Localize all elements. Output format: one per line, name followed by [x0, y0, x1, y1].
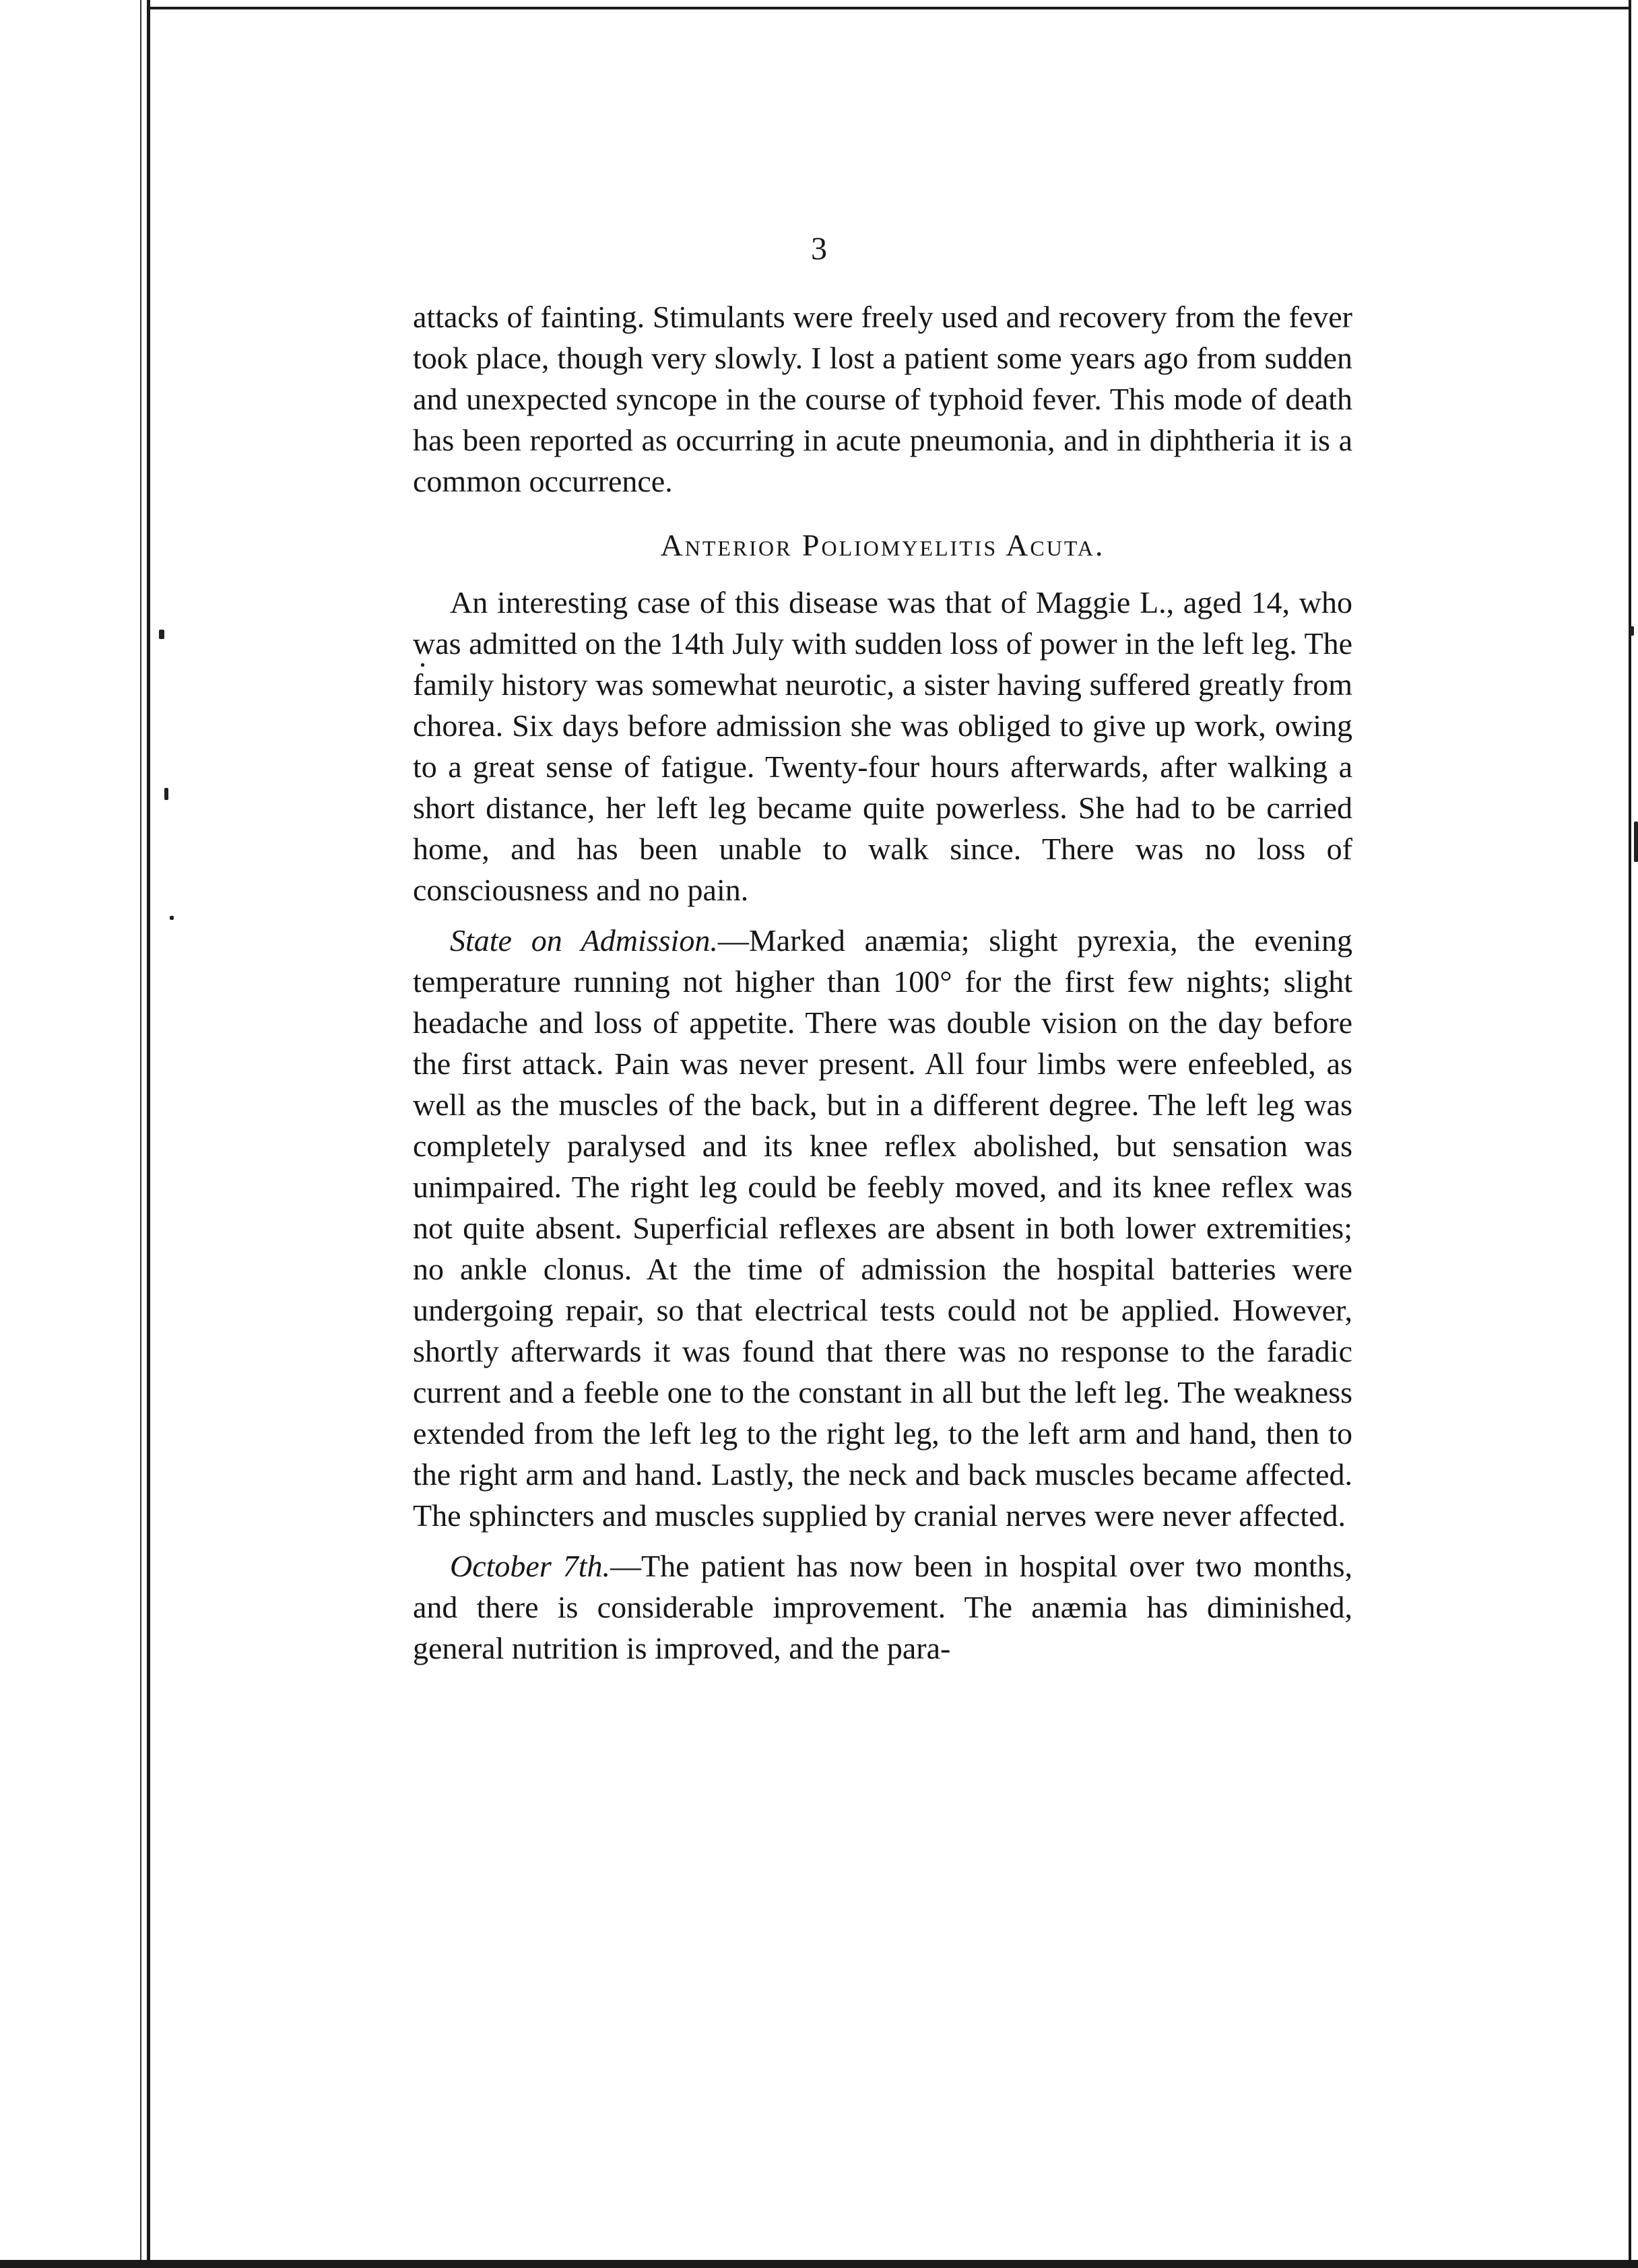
scan-speck [159, 630, 164, 639]
page-left-edge [147, 0, 150, 2268]
page-number: 3 [811, 231, 827, 267]
page-right-edge [1629, 0, 1631, 2268]
state-on-admission-label: State on Admission. [450, 923, 718, 958]
scan-speck [1630, 626, 1634, 636]
october-text: —The patient has now been in hospital over two months, and there is considerable improvement. The anæmia has diminished, general nutrition is improved, and the para- [413, 1549, 1353, 1665]
scan-speck [164, 788, 168, 800]
continuation-paragraph: attacks of fainting. Stimulants were freely used and recovery from the fever took place, though very slowly. I lost a patient some years ago from sudden and unexpected syncope in the course of typhoid fever. This mode of death has been reported as occurring in acute pneumonia, and in diphtheria it is a common occurrence. [413, 300, 1352, 498]
state-on-admission-text: —Marked anæmia; slight pyrexia, the evening temperature running not higher than 100° for the first few nights; slight headache and loss of appetite. There was double vision on the day before the first attack. Pain was never present. All four limbs were enfeebled, as well as the muscles of the back, but in a different degree. The left leg was completely paralysed and its knee reflex abolished, but sensation was unimpaired. The right leg could be feebly moved, and its knee reflex was not quite absent. Superficial reflexes are absent in both lower extremities; no ankle clonus. At the time of admission the hospital batteries were undergoing repair, so that electrical tests could not be applied. However, shortly afterwards it was found that there was no response to the faradic current and a feeble one to the constant in all but the left leg. The weakness extended from the left leg to the right leg, to the left arm and hand, then to the right arm and hand. Lastly, the neck and back muscles became affected. The sphincters and muscles supplied by cranial nerves were never affected. [413, 923, 1353, 1533]
case-intro-paragraph: An interesting case of this disease was that of Maggie L., aged 14, who was admitted on the 14th July with sudden loss of power in the left leg. The family history was somewhat neurotic, a sister having suffered greatly from chorea. Six days before admission she was obliged to give up work, owing to a great sense of fatigue. Twenty-four hours afterwards, after walking a short distance, her left leg became quite powerless. She had to be carried home, and has been unable to walk since. There was no loss of consciousness and no pain. [413, 585, 1352, 907]
page-gutter-line [140, 0, 141, 2268]
october-paragraph [413, 1545, 1352, 1669]
page-top-edge [148, 7, 1630, 9]
section-heading: Anterior Poliomyelitis Acuta. [660, 528, 1105, 562]
scan-speck [1634, 822, 1638, 862]
state-on-admission-paragraph [413, 920, 1352, 1536]
page-bottom-edge [0, 2260, 1638, 2268]
scan-speck [170, 916, 174, 920]
page-body [413, 296, 1352, 1669]
october-date-label: October 7th. [450, 1549, 610, 1583]
